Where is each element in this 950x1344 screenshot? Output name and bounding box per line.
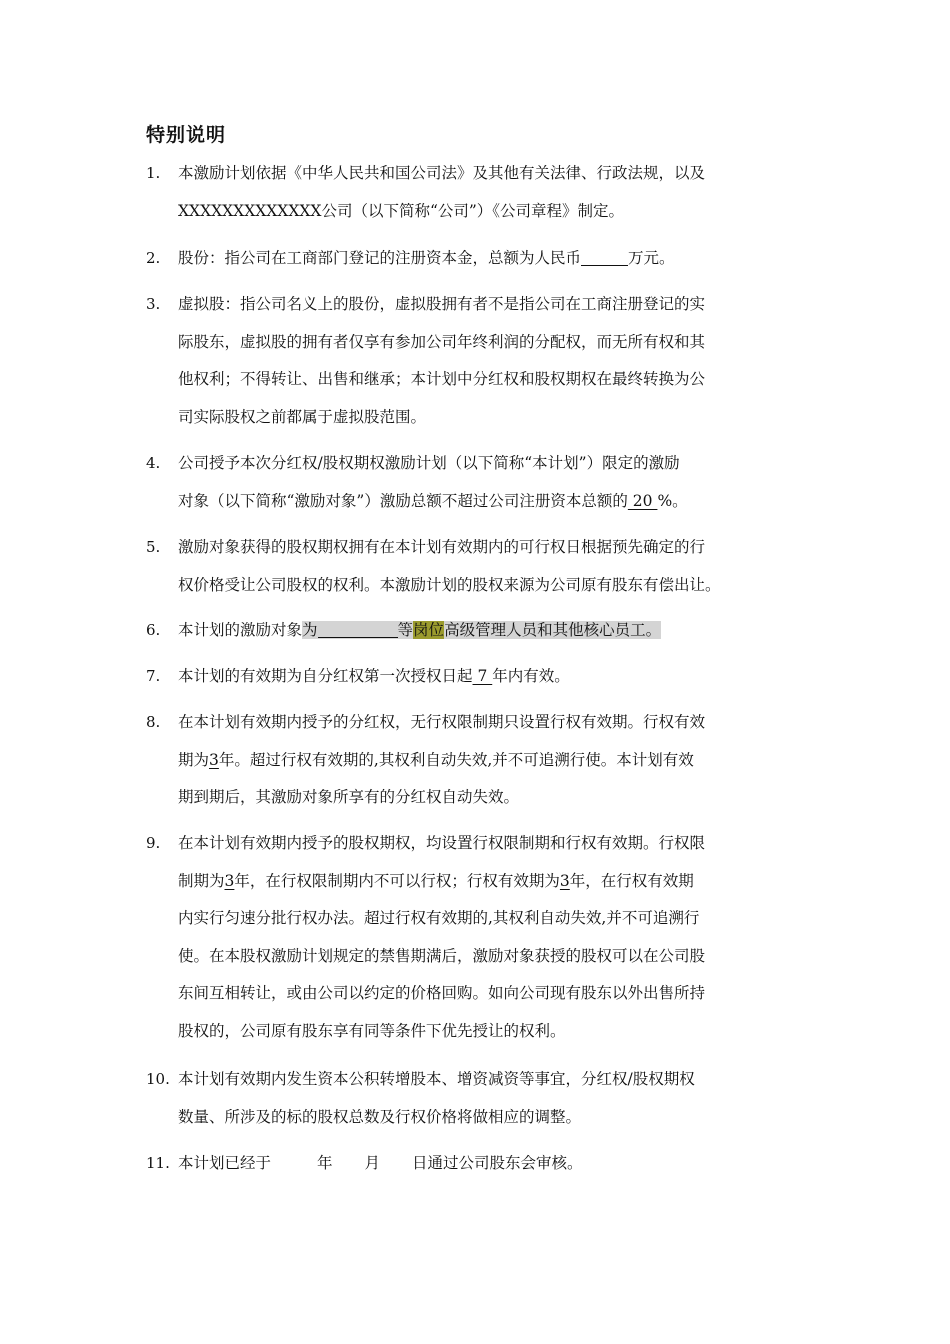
list-item <box>146 1145 816 1183</box>
amount-blank <box>581 249 628 266</box>
item-text: 公司授予本次分红权/股权期权激励计划（以下简称“本计划”）限定的激励 对象（以下简称“激励对象”）激励总额不超过公司注册资本总额的 20 %。 <box>178 454 688 510</box>
item-text: 虚拟股：指公司名义上的股份，虚拟股拥有者不是指公司在工商注册登记的实 际股东，虚拟股的拥有者仅享有参加公司年终利润的分配权，而无所有权和其 他权利；不得转让、出售和继承；本计划中分红权和股权期权在最终转换为公 司实际股权之前都属于虚拟股范围。 <box>178 295 706 426</box>
item-number: 10. <box>146 1070 170 1088</box>
item-text: 本激励计划依据《中华人民共和国公司法》及其他有关法律、行政法规，以及 XXXXXXXXXXXXX公司（以下简称“公司”）《公司章程》制定。 <box>178 164 706 220</box>
position-blank <box>318 621 398 638</box>
item-text: 在本计划有效期内授予的股权期权，均设置行权限制期和行权有效期。行权限 制期为3年，在行权限制期内不可以行权；行权有效期为3年，在行权有效期 内实行匀速分批行权办法。超过行权有效期的,其权利自动失效,并不可追溯行 使。在本股权激励计划规定的禁售期满后，激励对象获授的股权可以在公司股 东间互相转让，或由公司以约定的价格回购。如向公司现有股东以外出售所持 股权的，公司原有股东享有同等条件下优先授让的权利。 <box>178 834 706 1040</box>
list-item <box>146 445 816 520</box>
list-item <box>146 1061 816 1136</box>
item-text: 本计划的激励对象为 等岗位高级管理人员和其他核心员工。 <box>178 621 662 639</box>
item-text: 本计划的有效期为自分红权第一次授权日起 7 年内有效。 <box>178 667 570 685</box>
item-number: 5. <box>146 538 161 556</box>
restrict-value: 3 <box>224 871 235 890</box>
list-item <box>146 825 816 1050</box>
item-number: 11. <box>146 1154 170 1172</box>
valid-value: 3 <box>559 871 570 890</box>
list-item <box>146 612 816 650</box>
years-value: 7 <box>472 667 493 685</box>
item-number: 7. <box>146 667 161 685</box>
item-number: 8. <box>146 713 161 731</box>
item-number: 3. <box>146 295 161 313</box>
item-number: 4. <box>146 454 161 472</box>
item-number: 2. <box>146 249 161 267</box>
item-text: 股份：指公司在工商部门登记的注册资本金，总额为人民币 万元。 <box>178 249 675 267</box>
list-item <box>146 286 816 436</box>
list-item <box>146 529 816 604</box>
item-text: 激励对象获得的股权期权拥有在本计划有效期内的可行权日根据预先确定的行 权价格受让公司股权的权利。本激励计划的股权来源为公司原有股东有偿出让。 <box>178 538 721 594</box>
item-text: 在本计划有效期内授予的分红权，无行权限制期只设置行权有效期。行权有效 期为3年。超过行权有效期的,其权利自动失效,并不可追溯行使。本计划有效 期到期后，其激励对象所享有的分红权自动失效。 <box>178 713 706 806</box>
item-number: 1. <box>146 164 161 182</box>
ratio-value: 20 <box>627 491 658 510</box>
item-text: 本计划已经于 年 月 日通过公司股东会审核。 <box>178 1154 583 1172</box>
item-number: 6. <box>146 621 161 639</box>
item-text: 本计划有效期内发生资本公积转增股本、增资减资等事宜，分红权/股权期权 数量、所涉及的标的股权总数及行权价格将做相应的调整。 <box>178 1070 695 1126</box>
list-item <box>146 155 816 230</box>
page-title: 特别说明 <box>146 124 227 146</box>
item-number: 9. <box>146 834 161 852</box>
term-value: 3 <box>209 750 219 769</box>
highlight-mark: 岗位 <box>413 621 445 639</box>
list-item <box>146 704 816 817</box>
list-item <box>146 240 816 278</box>
list-item <box>146 658 816 696</box>
